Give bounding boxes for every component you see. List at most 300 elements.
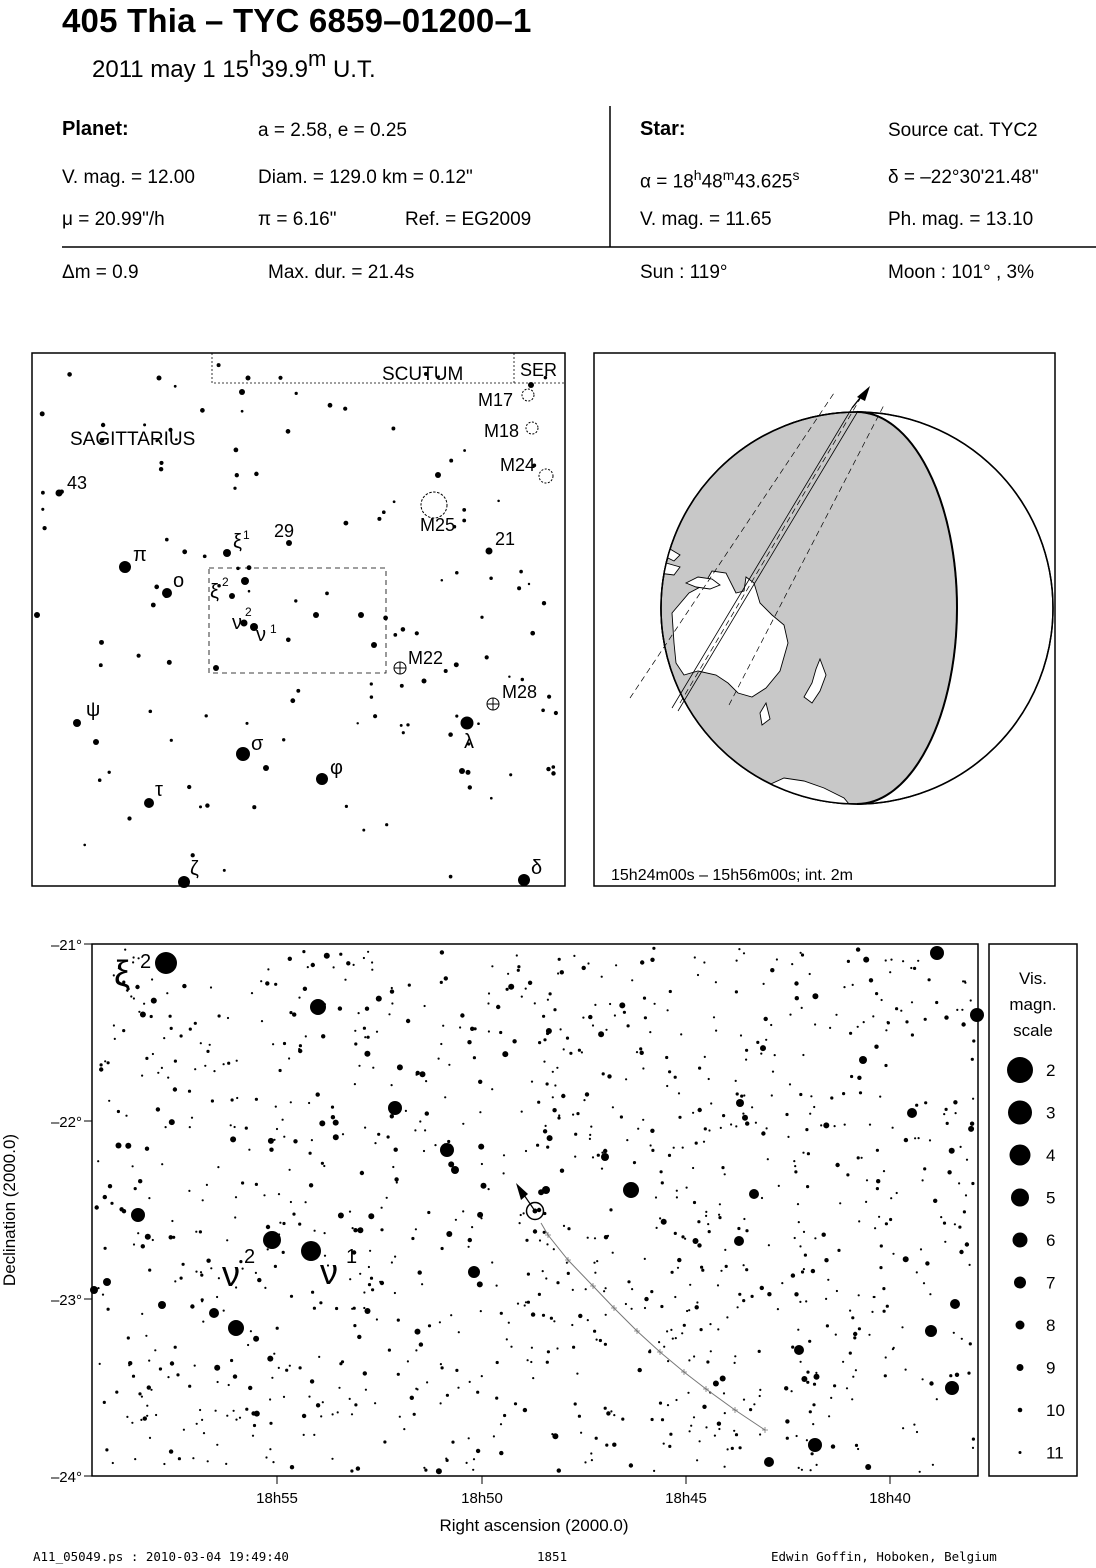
finder-star xyxy=(518,874,530,886)
catalog-star xyxy=(843,986,845,988)
planet-vmag: V. mag. = 12.00 xyxy=(62,167,195,188)
catalog-star xyxy=(341,1360,344,1363)
catalog-star xyxy=(943,1222,946,1225)
finder-star xyxy=(358,612,364,618)
catalog-star xyxy=(423,1467,425,1469)
catalog-star xyxy=(809,1410,812,1413)
catalog-star xyxy=(424,1005,426,1007)
dec-tick-label: –23° xyxy=(50,1292,82,1309)
greek-label: λ xyxy=(464,731,474,753)
catalog-star xyxy=(601,1153,609,1161)
catalog-star xyxy=(424,1129,426,1131)
catalog-star xyxy=(650,1144,652,1146)
catalog-star xyxy=(316,1403,320,1407)
catalog-star xyxy=(589,1138,591,1140)
catalog-star xyxy=(717,1422,721,1426)
catalog-star xyxy=(582,1017,584,1019)
catalog-star xyxy=(308,1396,310,1398)
catalog-star xyxy=(725,1265,728,1268)
catalog-star xyxy=(742,1115,748,1121)
catalog-star xyxy=(928,978,931,981)
catalog-star xyxy=(283,1136,285,1138)
finder-star xyxy=(217,363,221,367)
catalog-star xyxy=(547,1135,553,1141)
catalog-star xyxy=(369,1250,371,1252)
catalog-star xyxy=(288,957,292,961)
finder-star xyxy=(178,876,190,888)
catalog-star xyxy=(481,1375,483,1377)
catalog-star xyxy=(677,1267,679,1269)
catalog-star xyxy=(661,1219,667,1225)
catalog-star xyxy=(857,1448,859,1450)
catalog-star xyxy=(637,1128,639,1130)
catalog-star xyxy=(282,1222,285,1225)
catalog-star xyxy=(733,1430,735,1432)
catalog-star xyxy=(253,1336,259,1342)
catalog-star xyxy=(166,992,168,994)
catalog-star xyxy=(972,1039,975,1042)
catalog-star xyxy=(708,1078,710,1080)
catalog-star xyxy=(116,1143,122,1149)
catalog-star xyxy=(923,1167,926,1170)
catalog-star xyxy=(151,998,157,1004)
catalog-star xyxy=(737,1306,739,1308)
finder-star xyxy=(489,576,493,580)
catalog-star xyxy=(245,1127,248,1130)
catalog-star xyxy=(697,974,699,976)
catalog-star xyxy=(276,1327,279,1330)
catalog-star xyxy=(391,1084,393,1086)
catalog-star xyxy=(538,1041,541,1044)
catalog-star xyxy=(587,962,589,964)
catalog-star xyxy=(302,1414,306,1418)
catalog-star xyxy=(851,1398,853,1400)
catalog-star xyxy=(869,1124,871,1126)
catalog-star xyxy=(881,999,883,1001)
catalog-star xyxy=(458,1331,460,1333)
catalog-star xyxy=(508,1322,510,1324)
catalog-star xyxy=(736,960,738,962)
catalog-star xyxy=(397,1319,400,1322)
star-label-nu: ν xyxy=(320,1251,338,1292)
catalog-star xyxy=(605,1314,607,1316)
catalog-star xyxy=(593,1262,595,1264)
catalog-star xyxy=(292,1213,295,1216)
catalog-star xyxy=(503,1414,506,1417)
finder-star xyxy=(542,601,546,605)
finder-star xyxy=(157,376,162,381)
greek-label: ξ xyxy=(210,581,219,603)
catalog-star xyxy=(477,1212,483,1218)
catalog-star xyxy=(530,1361,532,1363)
catalog-star xyxy=(145,1147,149,1151)
catalog-star xyxy=(440,1143,454,1157)
catalog-star xyxy=(318,1356,320,1358)
catalog-star xyxy=(686,1310,688,1312)
catalog-star xyxy=(590,1452,592,1454)
catalog-star xyxy=(718,1428,720,1430)
catalog-star xyxy=(272,1461,274,1463)
catalog-star xyxy=(496,1361,499,1364)
catalog-star xyxy=(751,1106,753,1108)
catalog-star xyxy=(445,1458,447,1460)
catalog-star xyxy=(945,1381,959,1395)
dec-tick-label: –21° xyxy=(50,937,82,954)
catalog-star xyxy=(724,1412,726,1414)
catalog-star xyxy=(161,1067,163,1069)
catalog-star xyxy=(367,951,369,953)
catalog-star xyxy=(209,1308,219,1318)
catalog-star xyxy=(133,956,135,958)
catalog-star xyxy=(776,958,778,960)
catalog-star xyxy=(478,1144,484,1150)
catalog-star xyxy=(276,1128,278,1130)
catalog-star xyxy=(353,964,355,966)
catalog-star xyxy=(495,1397,498,1400)
catalog-star xyxy=(143,1416,147,1420)
catalog-star xyxy=(798,1221,800,1223)
catalog-star xyxy=(718,1216,721,1219)
catalog-star xyxy=(481,1163,483,1165)
catalog-star xyxy=(233,1374,237,1378)
catalog-star xyxy=(735,1125,737,1127)
catalog-star xyxy=(626,1139,628,1141)
finder-star xyxy=(200,408,205,413)
catalog-star xyxy=(851,1316,854,1319)
catalog-star xyxy=(785,1419,789,1423)
catalog-star xyxy=(876,1187,879,1190)
catalog-star xyxy=(225,1463,227,1465)
catalog-star xyxy=(684,1238,686,1240)
catalog-star xyxy=(666,1085,668,1087)
catalog-star xyxy=(814,1023,816,1025)
catalog-star xyxy=(759,1433,761,1435)
catalog-star xyxy=(546,1032,549,1035)
catalog-star xyxy=(804,1254,807,1257)
catalog-star xyxy=(574,1402,577,1405)
scale-magnitude-label: 7 xyxy=(1046,1273,1056,1293)
catalog-star xyxy=(216,1444,218,1446)
catalog-star xyxy=(200,1271,202,1273)
catalog-star xyxy=(755,1122,757,1124)
catalog-star xyxy=(558,1114,560,1116)
catalog-star xyxy=(659,1217,661,1219)
catalog-star xyxy=(469,1381,471,1383)
catalog-star xyxy=(527,1273,530,1276)
catalog-star xyxy=(736,1099,744,1107)
catalog-star xyxy=(681,1235,684,1238)
catalog-star xyxy=(791,1390,793,1392)
planet-heading: Planet: xyxy=(62,118,129,140)
catalog-star xyxy=(815,1372,817,1374)
catalog-star xyxy=(587,1319,589,1321)
finder-star xyxy=(99,640,104,645)
catalog-star xyxy=(767,1292,771,1296)
catalog-star xyxy=(889,971,891,973)
finder-star xyxy=(234,448,239,453)
catalog-star xyxy=(801,1270,804,1273)
catalog-star xyxy=(206,1050,209,1053)
ra-tick-label: 18h45 xyxy=(665,1490,707,1507)
catalog-star xyxy=(353,1324,356,1327)
catalog-star xyxy=(141,1075,143,1077)
catalog-star xyxy=(254,1411,260,1417)
catalog-star xyxy=(537,1101,540,1104)
catalog-star xyxy=(889,1218,892,1221)
catalog-star xyxy=(660,1170,663,1173)
catalog-star xyxy=(444,1143,446,1145)
catalog-star xyxy=(265,1456,267,1458)
catalog-star xyxy=(578,1314,582,1318)
catalog-star xyxy=(313,1434,315,1436)
catalog-star xyxy=(99,1067,103,1071)
catalog-star xyxy=(549,992,552,995)
catalog-star xyxy=(673,1147,675,1149)
finder-star xyxy=(448,732,453,737)
catalog-star xyxy=(692,1167,694,1169)
catalog-star xyxy=(180,1034,183,1037)
catalog-star xyxy=(305,1035,307,1037)
catalog-star xyxy=(625,1078,627,1080)
catalog-star xyxy=(148,1197,150,1199)
finder-star xyxy=(164,594,169,599)
catalog-star xyxy=(672,1338,674,1340)
catalog-star xyxy=(542,1270,544,1272)
catalog-star xyxy=(971,1182,974,1185)
catalog-star xyxy=(627,1280,630,1283)
scale-magnitude-label: 5 xyxy=(1046,1188,1056,1208)
catalog-star xyxy=(835,1014,837,1016)
catalog-star xyxy=(813,1383,816,1386)
catalog-star xyxy=(145,1335,147,1337)
catalog-star xyxy=(714,1435,716,1437)
catalog-star xyxy=(740,1095,743,1098)
catalog-star xyxy=(929,1381,933,1385)
finder-star xyxy=(42,526,46,530)
catalog-star xyxy=(471,1226,473,1228)
catalog-star xyxy=(157,1072,159,1074)
catalog-star xyxy=(488,1030,490,1032)
catalog-star xyxy=(588,1015,592,1019)
catalog-star xyxy=(333,966,335,968)
catalog-star xyxy=(743,1218,745,1220)
catalog-star xyxy=(667,1404,669,1406)
catalog-star xyxy=(364,1127,366,1129)
catalog-star xyxy=(364,1051,370,1057)
catalog-star xyxy=(812,1423,814,1425)
catalog-star xyxy=(589,1134,591,1136)
catalog-star xyxy=(800,1361,802,1363)
catalog-star xyxy=(639,1047,642,1050)
catalog-star xyxy=(523,1212,525,1214)
catalog-star xyxy=(253,1424,256,1427)
catalog-star xyxy=(255,1098,258,1101)
scale-dot xyxy=(1014,1277,1026,1289)
greek-label: ν xyxy=(232,612,242,634)
catalog-star xyxy=(255,1272,257,1274)
catalog-star xyxy=(206,1184,208,1186)
catalog-star xyxy=(964,982,966,984)
page-title: 405 Thia – TYC 6859–01200–1 xyxy=(62,2,532,39)
finder-star xyxy=(241,577,249,585)
catalog-star xyxy=(476,1391,479,1394)
finder-star xyxy=(205,714,208,717)
scale-magnitude-label: 3 xyxy=(1046,1103,1056,1123)
catalog-star xyxy=(309,1152,312,1155)
catalog-star xyxy=(593,1330,596,1333)
catalog-star xyxy=(223,1310,225,1312)
catalog-star xyxy=(134,1458,136,1460)
catalog-star xyxy=(199,1230,202,1233)
scale-title: magn. xyxy=(1009,995,1057,1014)
catalog-star xyxy=(797,1329,799,1331)
catalog-star xyxy=(855,1369,857,1371)
catalog-star xyxy=(303,1434,305,1436)
catalog-star xyxy=(966,1159,968,1161)
catalog-star xyxy=(444,976,448,980)
catalog-star xyxy=(230,1359,233,1362)
catalog-star xyxy=(667,1360,669,1362)
catalog-star xyxy=(252,1435,254,1437)
catalog-star xyxy=(924,1018,927,1021)
event-datetime: 2011 may 1 15$^h$39.9$^m$ U.T. xyxy=(92,46,376,83)
finder-star xyxy=(485,655,489,659)
catalog-star xyxy=(572,1289,574,1291)
catalog-star xyxy=(690,1425,692,1427)
catalog-star xyxy=(574,1156,576,1158)
catalog-star xyxy=(650,958,654,962)
catalog-star xyxy=(592,1024,594,1026)
catalog-star xyxy=(663,1346,665,1348)
catalog-star xyxy=(269,1448,271,1450)
catalog-star xyxy=(885,959,887,961)
catalog-star xyxy=(357,1335,361,1339)
catalog-star xyxy=(596,1339,598,1341)
catalog-star xyxy=(842,1361,844,1363)
messier-label: M28 xyxy=(502,682,538,702)
catalog-star xyxy=(547,1350,550,1353)
catalog-star xyxy=(967,1372,970,1375)
catalog-star xyxy=(499,1031,502,1034)
catalog-star xyxy=(110,1202,113,1205)
finder-chart xyxy=(32,353,566,887)
catalog-star xyxy=(202,1199,204,1201)
catalog-star xyxy=(283,1396,285,1398)
finder-star xyxy=(325,592,329,596)
catalog-star xyxy=(649,1349,651,1351)
messier-label: M24 xyxy=(500,455,536,475)
catalog-star xyxy=(319,1120,325,1126)
catalog-star xyxy=(536,1144,539,1147)
catalog-star xyxy=(594,1004,596,1006)
finder-star xyxy=(528,382,534,388)
catalog-star xyxy=(826,1324,829,1327)
catalog-star xyxy=(710,1350,712,1352)
catalog-star xyxy=(226,1239,228,1241)
catalog-star xyxy=(190,1304,194,1308)
catalog-star xyxy=(468,1246,470,1248)
catalog-star xyxy=(145,1234,151,1240)
catalog-star xyxy=(760,1045,766,1051)
finder-star xyxy=(252,805,256,809)
catalog-star xyxy=(508,984,514,990)
catalog-star xyxy=(688,1359,690,1361)
catalog-star xyxy=(391,1261,393,1263)
catalog-star xyxy=(808,1438,822,1452)
catalog-star xyxy=(370,1277,373,1280)
catalog-star xyxy=(189,1028,192,1031)
catalog-star xyxy=(693,1201,696,1204)
catalog-star xyxy=(520,1214,522,1216)
finder-star xyxy=(236,567,239,570)
catalog-star xyxy=(267,968,269,970)
catalog-star xyxy=(227,1017,229,1019)
catalog-star xyxy=(610,1410,612,1412)
catalog-star xyxy=(852,984,854,986)
catalog-star xyxy=(388,1101,402,1115)
scale-dot xyxy=(1019,1451,1022,1454)
finder-star xyxy=(286,638,291,643)
catalog-star xyxy=(644,1016,647,1019)
catalog-star xyxy=(813,1106,815,1108)
catalog-star xyxy=(658,1341,660,1343)
catalog-star xyxy=(460,1013,464,1017)
catalog-star xyxy=(468,1266,480,1278)
catalog-star xyxy=(709,1323,711,1325)
greek-label: π xyxy=(133,544,147,566)
catalog-star xyxy=(311,963,315,967)
catalog-star xyxy=(383,1440,386,1443)
catalog-star xyxy=(876,1149,879,1152)
catalog-star xyxy=(363,1371,367,1375)
catalog-star xyxy=(496,1005,500,1009)
catalog-star xyxy=(141,1244,145,1248)
catalog-star xyxy=(468,1238,472,1242)
catalog-star xyxy=(764,1017,768,1021)
finder-star xyxy=(462,519,466,523)
catalog-star xyxy=(217,1381,219,1383)
catalog-star xyxy=(890,1197,892,1199)
catalog-star xyxy=(615,964,617,966)
catalog-star xyxy=(770,1024,772,1026)
catalog-star xyxy=(514,1402,517,1405)
catalog-star xyxy=(488,1188,490,1190)
scale-dot xyxy=(1011,1189,1029,1207)
catalog-star xyxy=(338,1213,344,1219)
catalog-star xyxy=(578,1049,581,1052)
catalog-star xyxy=(532,1377,534,1379)
catalog-star xyxy=(324,1003,326,1005)
catalog-star xyxy=(476,1449,480,1453)
catalog-star xyxy=(789,1083,791,1085)
finder-star xyxy=(174,385,177,388)
catalog-star xyxy=(625,1303,627,1305)
catalog-star xyxy=(761,1131,765,1135)
catalog-star xyxy=(169,1449,173,1453)
catalog-star xyxy=(331,1106,334,1109)
finder-star xyxy=(282,738,285,741)
max-duration: Max. dur. = 21.4s xyxy=(268,262,415,283)
catalog-star xyxy=(689,1284,691,1286)
catalog-star xyxy=(381,1207,383,1209)
catalog-star xyxy=(524,1304,526,1306)
finder-star xyxy=(223,869,226,872)
catalog-star xyxy=(292,1012,296,1016)
catalog-star xyxy=(794,1345,804,1355)
catalog-star xyxy=(391,1002,393,1004)
catalog-star xyxy=(621,1418,624,1421)
catalog-star xyxy=(390,989,394,993)
